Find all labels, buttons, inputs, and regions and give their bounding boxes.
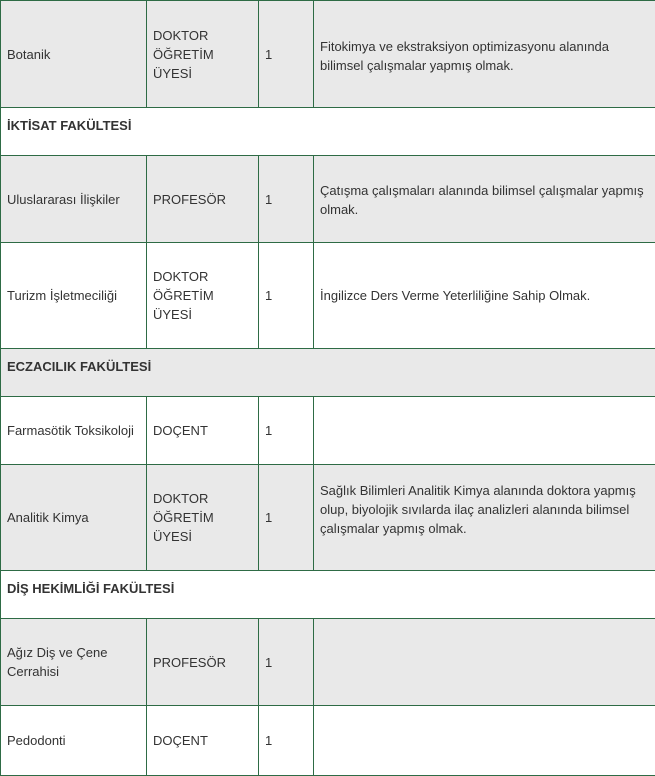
table-row — [1, 397, 655, 465]
table-row — [1, 706, 655, 776]
count-cell: 1 — [259, 619, 314, 706]
title-cell: DOÇENT — [147, 397, 259, 465]
department-cell: Farmasötik Toksikoloji — [1, 397, 147, 465]
title-cell: DOKTOR ÖĞRETİM ÜYESİ — [147, 1, 259, 108]
table-row — [1, 1, 655, 108]
title-cell: DOKTOR ÖĞRETİM ÜYESİ — [147, 465, 259, 571]
requirement-cell: İngilizce Ders Verme Yeterliliğine Sahip Olmak. — [314, 243, 655, 349]
requirement-cell: Sağlık Bilimleri Analitik Kimya alanında doktora yapmış olup, biyolojik sıvılarda ilaç analizleri alanında bilimsel çalışmalar yapmış olmak. — [314, 465, 655, 571]
faculty-heading: ECZACILIK FAKÜLTESİ — [1, 349, 655, 397]
requirement-cell — [314, 619, 655, 706]
title-cell: PROFESÖR — [147, 619, 259, 706]
faculty-heading: DİŞ HEKİMLİĞİ FAKÜLTESİ — [1, 571, 655, 619]
count-cell: 1 — [259, 465, 314, 571]
faculty-heading: İKTİSAT FAKÜLTESİ — [1, 108, 655, 156]
count-cell: 1 — [259, 1, 314, 108]
count-cell: 1 — [259, 397, 314, 465]
title-cell: DOKTOR ÖĞRETİM ÜYESİ — [147, 243, 259, 349]
requirement-cell — [314, 706, 655, 776]
department-cell: Analitik Kimya — [1, 465, 147, 571]
requirement-cell: Çatışma çalışmaları alanında bilimsel çalışmalar yapmış olmak. — [314, 156, 655, 243]
count-cell: 1 — [259, 156, 314, 243]
faculty-row — [1, 349, 655, 397]
count-cell: 1 — [259, 243, 314, 349]
table-row — [1, 243, 655, 349]
department-cell: Botanik — [1, 1, 147, 108]
requirement-cell: Fitokimya ve ekstraksiyon optimizasyonu alanında bilimsel çalışmalar yapmış olmak. — [314, 1, 655, 108]
department-cell: Uluslararası İlişkiler — [1, 156, 147, 243]
title-cell: DOÇENT — [147, 706, 259, 776]
table-row — [1, 156, 655, 243]
department-cell: Turizm İşletmeciliği — [1, 243, 147, 349]
count-cell: 1 — [259, 706, 314, 776]
requirement-cell — [314, 397, 655, 465]
table-row — [1, 619, 655, 706]
department-cell: Ağız Diş ve Çene Cerrahisi — [1, 619, 147, 706]
faculty-row — [1, 108, 655, 156]
faculty-row — [1, 571, 655, 619]
title-cell: PROFESÖR — [147, 156, 259, 243]
table-row — [1, 465, 655, 571]
department-cell: Pedodonti — [1, 706, 147, 776]
